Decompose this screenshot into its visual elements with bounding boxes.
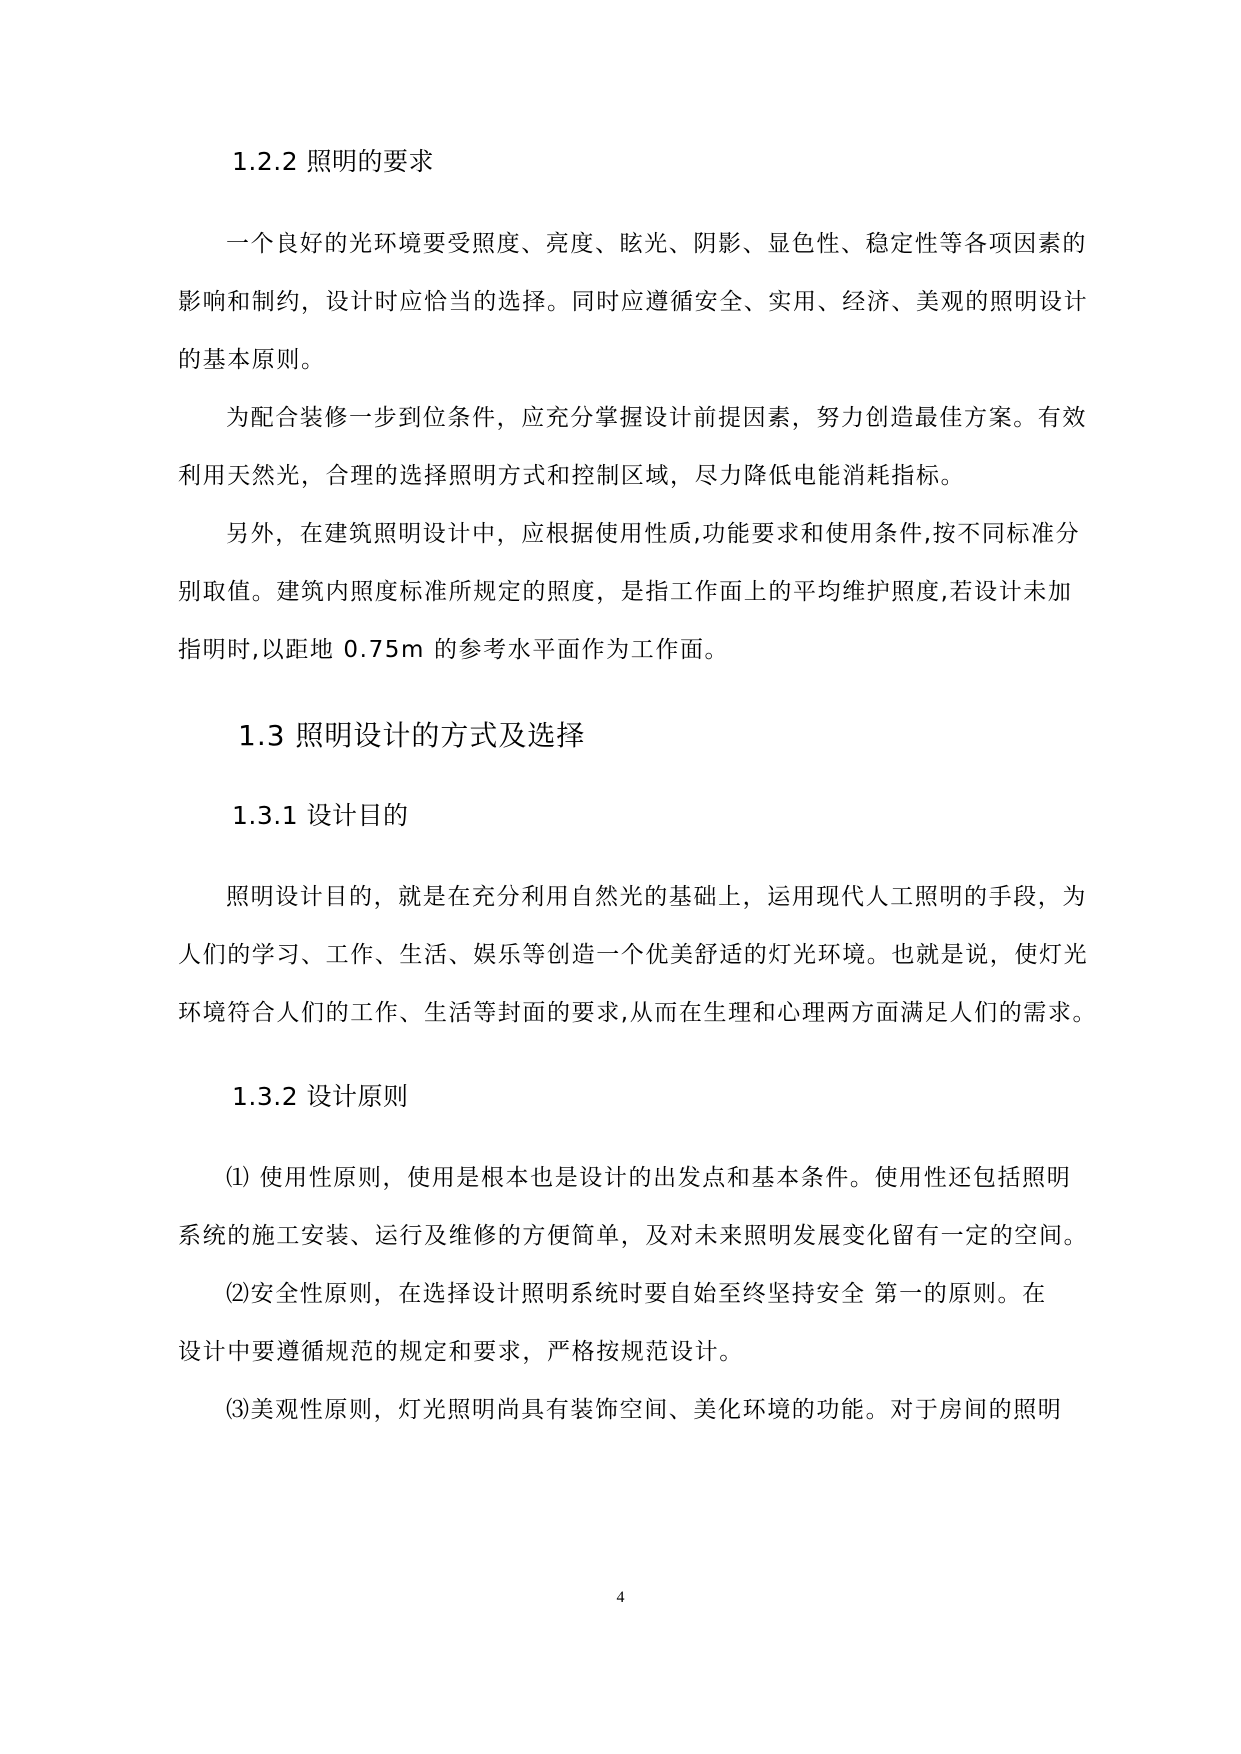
paragraph-line: 设计中要遵循规范的规定和要求，严格按规范设计。 xyxy=(178,1339,744,1365)
heading-1-3-1: 1.3.1 设计目的 xyxy=(232,801,409,830)
heading-1-2-2: 1.2.2 照明的要求 xyxy=(232,147,435,176)
paragraph-line: ⑶美观性原则，灯光照明尚具有装饰空间、美化环境的功能。对于房间的照明 xyxy=(226,1397,1063,1423)
paragraph-line: 为配合装修一步到位条件，应充分掌握设计前提因素，努力创造最佳方案。有效 xyxy=(226,405,1087,431)
heading-1-3-2: 1.3.2 设计原则 xyxy=(232,1082,409,1111)
paragraph-line: 照明设计目的，就是在充分利用自然光的基础上，运用现代人工照明的手段，为 xyxy=(226,884,1087,910)
paragraph-line: 别取值。建筑内照度标准所规定的照度，是指工作面上的平均维护照度,若设计未加 xyxy=(178,579,1073,605)
paragraph-line: 一个良好的光环境要受照度、亮度、眩光、阴影、显色性、稳定性等各项因素的 xyxy=(226,231,1087,257)
heading-1-3: 1.3 照明设计的方式及选择 xyxy=(238,719,586,752)
paragraph-line: ⑵安全性原则，在选择设计照明系统时要自始至终坚持安全 第一的原则。在 xyxy=(226,1281,1047,1307)
page-number: 4 xyxy=(616,1589,625,1606)
paragraph-line: 人们的学习、工作、生活、娱乐等创造一个优美舒适的灯光环境。也就是说，使灯光 xyxy=(178,942,1089,968)
paragraph-line: 利用天然光，合理的选择照明方式和控制区域，尽力降低电能消耗指标。 xyxy=(178,463,966,489)
paragraph-line: ⑴ 使用性原则，使用是根本也是设计的出发点和基本条件。使用性还包括照明 xyxy=(226,1165,1072,1191)
paragraph-line: 环境符合人们的工作、生活等封面的要求,从而在生理和心理两方面满足人们的需求。 xyxy=(178,1000,1098,1026)
paragraph-line: 影响和制约，设计时应恰当的选择。同时应遵循安全、实用、经济、美观的照明设计 xyxy=(178,289,1089,315)
paragraph-line: 指明时,以距地 0.75m 的参考水平面作为工作面。 xyxy=(178,637,730,663)
paragraph-line: 系统的施工安装、运行及维修的方便简单，及对未来照明发展变化留有一定的空间。 xyxy=(178,1223,1089,1249)
paragraph-line: 的基本原则。 xyxy=(178,347,326,373)
paragraph-line: 另外，在建筑照明设计中，应根据使用性质,功能要求和使用条件,按不同标准分 xyxy=(226,521,1081,547)
